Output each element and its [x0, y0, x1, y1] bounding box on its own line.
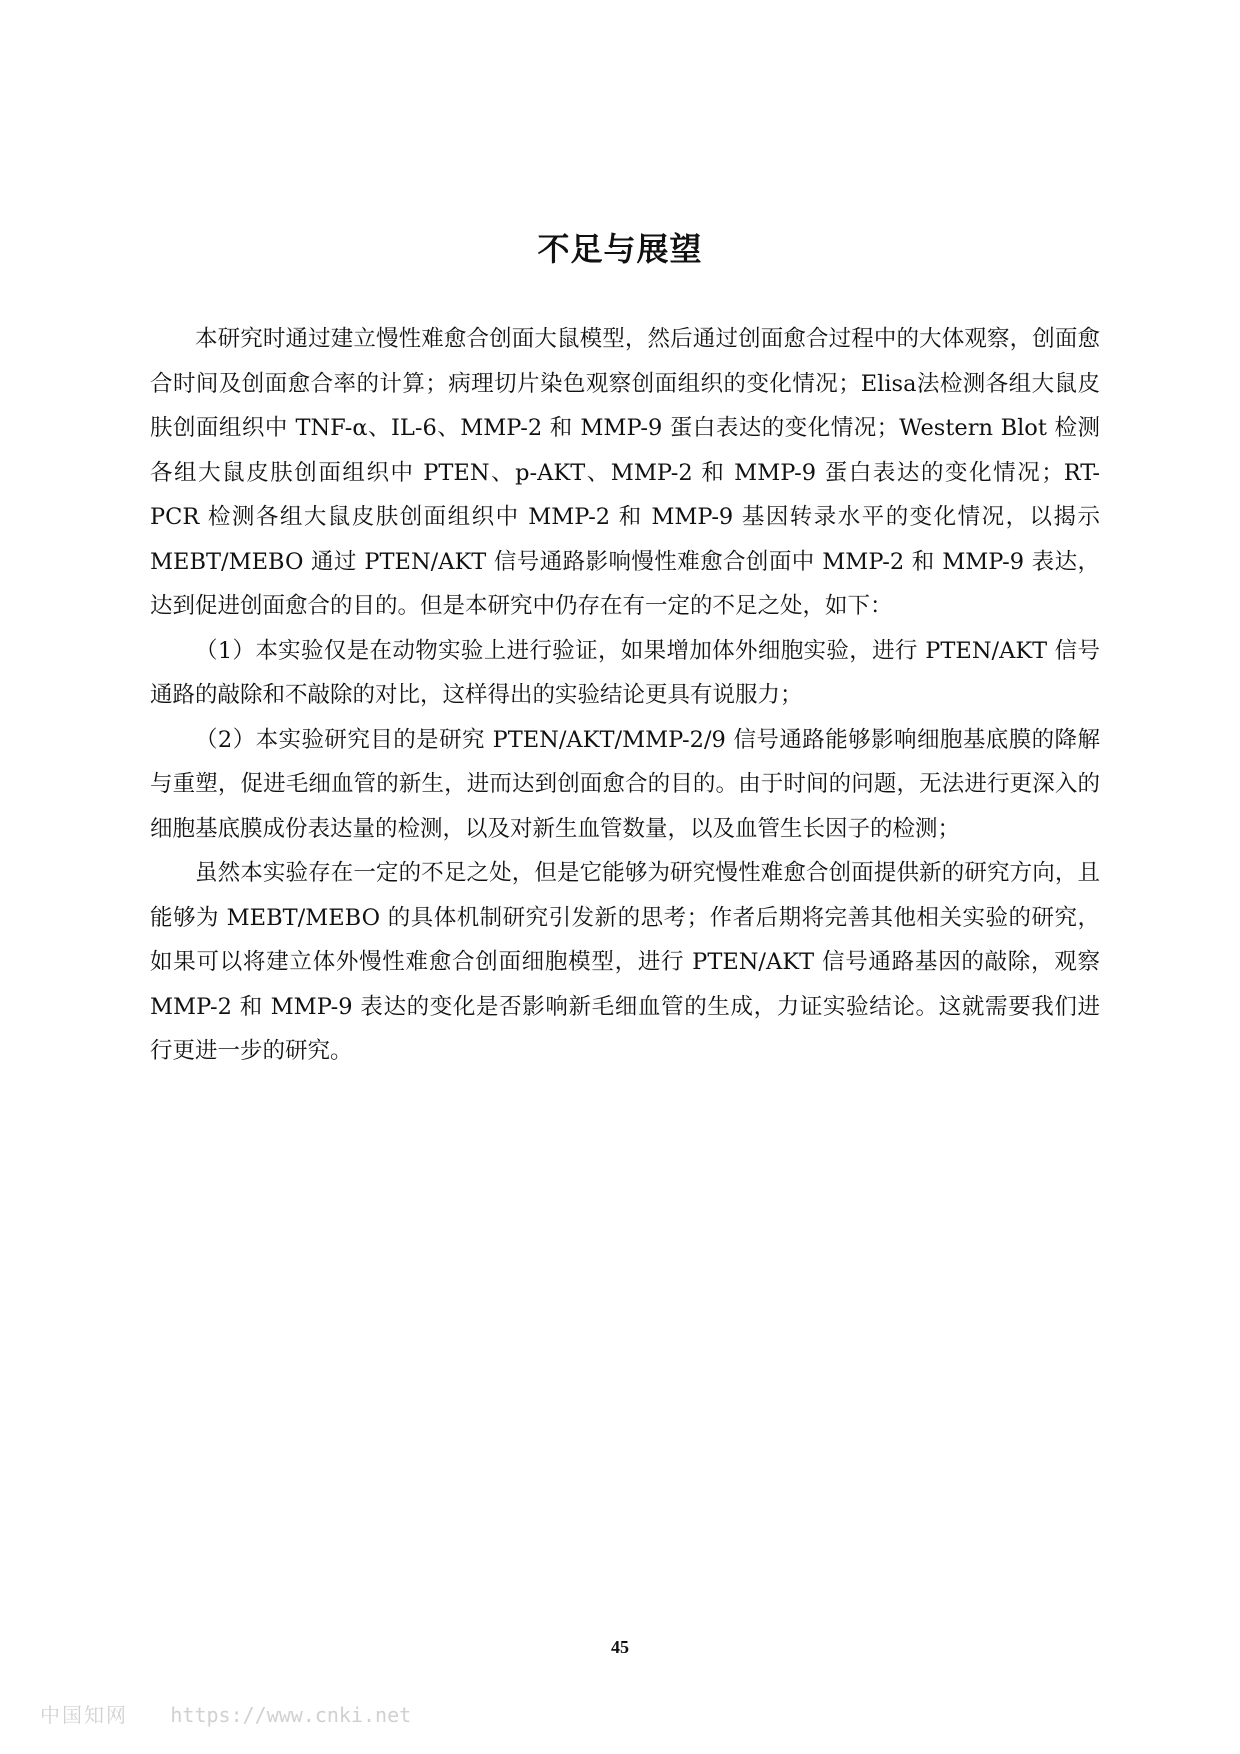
paragraph-summary: 本研究时通过建立慢性难愈合创面大鼠模型，然后通过创面愈合过程中的大体观察，创面愈合时间及创面愈合率的计算；病理切片染色观察创面组织的变化情况；Elisa法检测各组大鼠皮肤创面组织中 TNF-α、IL-6、MMP-2 和 MMP-9 蛋白表达的变化情况；Western Blot 检测各组大鼠皮肤创面组织中 PTEN、p-AKT、MMP-2 和 MMP-9 蛋白表达的变化情况；RT-PCR 检测各组大鼠皮肤创面组织中 MMP-2 和 MMP-9 基因转录水平的变化情况，以揭示 MEBT/MEBO 通过 PTEN/AKT 信号通路影响慢性难愈合创面中 MMP-2 和 MMP-9 表达，达到促进创面愈合的目的。但是本研究中仍存在有一定的不足之处，如下：: [150, 326, 1100, 619]
watermark-logo: 中国知网: [40, 1703, 128, 1727]
page-title: 不足与展望: [537, 230, 703, 269]
watermark-url: https://www.cnki.net: [170, 1703, 412, 1727]
paragraph-limitation-1: （1）本实验仅是在动物实验上进行验证，如果增加体外细胞实验，进行 PTEN/AKT 信号通路的敲除和不敲除的对比，这样得出的实验结论更具有说服力；: [150, 637, 1100, 708]
watermark: [40, 1702, 411, 1728]
paragraph-limitation-2: （2）本实验研究目的是研究 PTEN/AKT/MMP-2/9 信号通路能够影响细胞基底膜的降解与重塑，促进毛细血管的新生，进而达到创面愈合的目的。由于时间的问题，无法进行更深入的细胞基底膜成份表达量的检测，以及对新生血管数量，以及血管生长因子的检测；: [150, 726, 1100, 842]
page-number: 45: [611, 1637, 629, 1657]
paragraph-outlook: 虽然本实验存在一定的不足之处，但是它能够为研究慢性难愈合创面提供新的研究方向，且能够为 MEBT/MEBO 的具体机制研究引发新的思考；作者后期将完善其他相关实验的研究，如果可以将建立体外慢性难愈合创面细胞模型，进行 PTEN/AKT 信号通路基因的敲除，观察 MMP-2 和 MMP-9 表达的变化是否影响新毛细血管的生成，力证实验结论。这就需要我们进行更进一步的研究。: [150, 860, 1100, 1064]
body-text: [150, 317, 1100, 1074]
